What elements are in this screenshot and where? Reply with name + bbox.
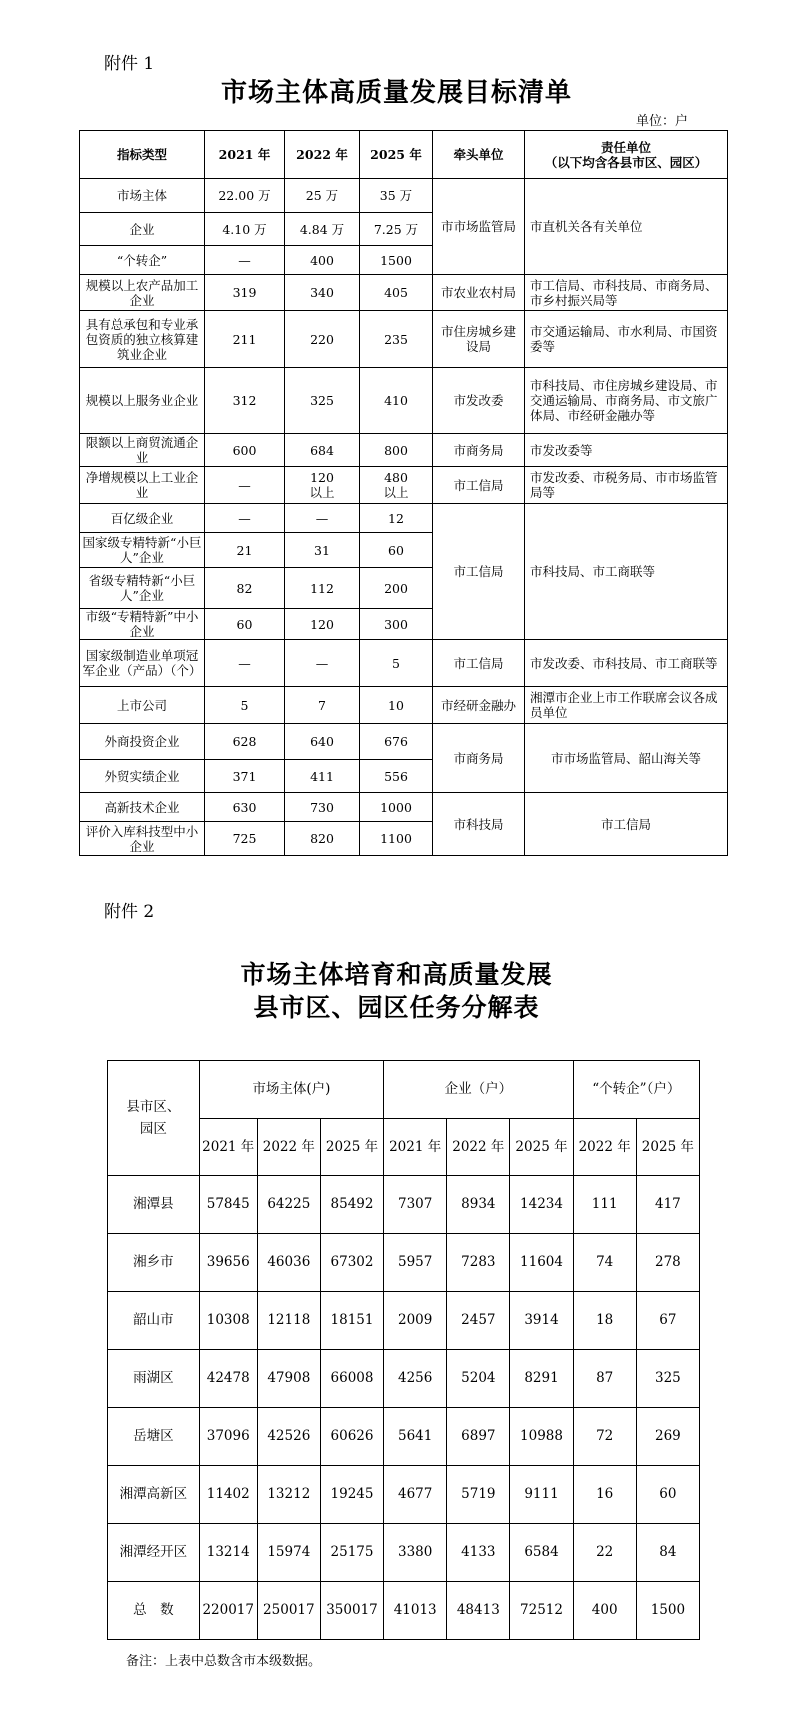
enterprise-2021: 5957 [384, 1234, 447, 1292]
market-2025: 67302 [320, 1234, 383, 1292]
lead-unit-cell: 市市场监管局 [433, 179, 525, 275]
resp-unit-cell: 湘潭市企业上市工作联席会议各成员单位 [525, 687, 728, 724]
type-cell: 外商投资企业 [80, 724, 205, 760]
value-2022: 325 [285, 368, 360, 434]
type-cell: 国家级制造业单项冠军企业（产品）（个） [80, 640, 205, 687]
col-header-resp-unit: 责任单位 （以下均含各县市区、园区） [525, 131, 728, 179]
col-header-2021: 2021 年 [205, 131, 285, 179]
type-cell: 净增规模以上工业企业 [80, 467, 205, 504]
annex2-title-line2: 县市区、园区任务分解表 [253, 993, 540, 1022]
enterprise-2022: 4133 [447, 1524, 510, 1582]
value-2025: 5 [360, 640, 433, 687]
value-2021: — [205, 467, 285, 504]
type-cell: 市级“专精特新”中小企业 [80, 609, 205, 640]
col-header-market-2022: 2022 年 [257, 1119, 320, 1176]
value-2021: 82 [205, 568, 285, 609]
table-row [80, 724, 728, 760]
market-2022: 12118 [257, 1292, 320, 1350]
value-2025: 12 [360, 504, 433, 533]
annex1-unit: 单位：户 [636, 114, 689, 129]
market-2025: 19245 [320, 1466, 383, 1524]
col-header-region: 县市区、 园区 [108, 1061, 200, 1176]
value-2025: 1100 [360, 822, 433, 856]
value-2021: — [205, 246, 285, 275]
annex2-title-line1: 市场主体培育和高质量发展 [240, 960, 553, 989]
gzq-2025: 67 [636, 1292, 699, 1350]
enterprise-2025: 3914 [510, 1292, 573, 1350]
value-2021: 60 [205, 609, 285, 640]
gzq-2022: 400 [573, 1582, 636, 1640]
resp-unit-cell: 市交通运输局、市水利局、市国资委等 [525, 311, 728, 368]
table-note: 备注：上表中总数含市本级数据。 [126, 1654, 322, 1669]
value-2025: 7.25 万 [360, 213, 433, 246]
value-2022: — [285, 640, 360, 687]
market-2022: 64225 [257, 1176, 320, 1234]
lead-unit-cell: 市工信局 [433, 640, 525, 687]
market-2025: 25175 [320, 1524, 383, 1582]
table-header-row [108, 1061, 700, 1119]
market-2025: 18151 [320, 1292, 383, 1350]
table-row [80, 640, 728, 687]
resp-unit-cell: 市科技局、市住房城乡建设局、市交通运输局、市商务局、市文旅广体局、市经研金融办等 [525, 368, 728, 434]
resp-unit-cell: 市发改委等 [525, 434, 728, 467]
value-2022: 7 [285, 687, 360, 724]
col-header-lead-unit: 牵头单位 [433, 131, 525, 179]
market-2022: 42526 [257, 1408, 320, 1466]
market-2022: 250017 [257, 1582, 320, 1640]
table-row [80, 467, 728, 504]
table-row [80, 179, 728, 213]
enterprise-2021: 4256 [384, 1350, 447, 1408]
gzq-2025: 325 [636, 1350, 699, 1408]
market-2021: 13214 [199, 1524, 257, 1582]
table-row [80, 793, 728, 822]
annex2-label: 附件 2 [104, 902, 155, 922]
enterprise-2022: 8934 [447, 1176, 510, 1234]
value-2025: 405 [360, 275, 433, 311]
table-row [80, 311, 728, 368]
type-cell: 评价入库科技型中小企业 [80, 822, 205, 856]
enterprise-2021: 4677 [384, 1466, 447, 1524]
resp-unit-cell: 市直机关各有关单位 [525, 179, 728, 275]
target-list-table [79, 130, 728, 856]
table-row [108, 1408, 700, 1466]
lead-unit-cell: 市科技局 [433, 793, 525, 856]
value-2021: 600 [205, 434, 285, 467]
region-cell: 湘潭高新区 [108, 1466, 200, 1524]
value-2025: 410 [360, 368, 433, 434]
region-cell: 湘乡市 [108, 1234, 200, 1292]
value-2025: 556 [360, 760, 433, 793]
region-cell: 湘潭经开区 [108, 1524, 200, 1582]
value-2022: 120 以上 [285, 467, 360, 504]
annex1-title: 市场主体高质量发展目标清单 [220, 78, 572, 108]
value-2022: 820 [285, 822, 360, 856]
gzq-2022: 16 [573, 1466, 636, 1524]
enterprise-2025: 8291 [510, 1350, 573, 1408]
enterprise-2025: 9111 [510, 1466, 573, 1524]
gzq-2022: 22 [573, 1524, 636, 1582]
enterprise-2021: 41013 [384, 1582, 447, 1640]
table-row [108, 1524, 700, 1582]
type-cell: 高新技术企业 [80, 793, 205, 822]
table-row [108, 1292, 700, 1350]
value-2021: 5 [205, 687, 285, 724]
market-2021: 57845 [199, 1176, 257, 1234]
region-cell: 韶山市 [108, 1292, 200, 1350]
value-2022: 4.84 万 [285, 213, 360, 246]
col-header-gzq-2022: 2022 年 [573, 1119, 636, 1176]
market-2022: 15974 [257, 1524, 320, 1582]
market-2021: 220017 [199, 1582, 257, 1640]
resp-unit-cell: 市科技局、市工商联等 [525, 504, 728, 640]
table-row [80, 504, 728, 533]
value-2022: 640 [285, 724, 360, 760]
region-cell: 岳塘区 [108, 1408, 200, 1466]
table-row [80, 368, 728, 434]
table-row [108, 1234, 700, 1292]
market-2021: 39656 [199, 1234, 257, 1292]
value-2022: 411 [285, 760, 360, 793]
gzq-2025: 278 [636, 1234, 699, 1292]
gzq-2022: 18 [573, 1292, 636, 1350]
value-2025: 300 [360, 609, 433, 640]
value-2025: 10 [360, 687, 433, 724]
value-2021: 4.10 万 [205, 213, 285, 246]
type-cell: 企业 [80, 213, 205, 246]
market-2025: 350017 [320, 1582, 383, 1640]
gzq-2022: 72 [573, 1408, 636, 1466]
col-header-2025: 2025 年 [360, 131, 433, 179]
type-cell: 上市公司 [80, 687, 205, 724]
value-2022: 340 [285, 275, 360, 311]
col-header-type: 指标类型 [80, 131, 205, 179]
table-row [108, 1466, 700, 1524]
market-2025: 85492 [320, 1176, 383, 1234]
enterprise-2025: 14234 [510, 1176, 573, 1234]
value-2021: 725 [205, 822, 285, 856]
col-header-market-2021: 2021 年 [199, 1119, 257, 1176]
enterprise-2022: 48413 [447, 1582, 510, 1640]
gzq-2025: 417 [636, 1176, 699, 1234]
group-header-market: 市场主体(户) [199, 1061, 383, 1119]
gzq-2025: 269 [636, 1408, 699, 1466]
gzq-2025: 60 [636, 1466, 699, 1524]
lead-unit-cell: 市经研金融办 [433, 687, 525, 724]
type-cell: 国家级专精特新“小巨人”企业 [80, 533, 205, 568]
lead-unit-cell: 市住房城乡建设局 [433, 311, 525, 368]
value-2025: 676 [360, 724, 433, 760]
region-cell: 雨湖区 [108, 1350, 200, 1408]
type-cell: 具有总承包和专业承包资质的独立核算建筑业企业 [80, 311, 205, 368]
lead-unit-cell: 市农业农村局 [433, 275, 525, 311]
resp-unit-cell: 市市场监管局、韶山海关等 [525, 724, 728, 793]
market-2021: 37096 [199, 1408, 257, 1466]
gzq-2025: 84 [636, 1524, 699, 1582]
region-cell: 湘潭县 [108, 1176, 200, 1234]
value-2021: 312 [205, 368, 285, 434]
enterprise-2022: 5204 [447, 1350, 510, 1408]
market-2022: 47908 [257, 1350, 320, 1408]
resp-unit-cell: 市工信局、市科技局、市商务局、市乡村振兴局等 [525, 275, 728, 311]
col-header-market-2025: 2025 年 [320, 1119, 383, 1176]
value-2025: 60 [360, 533, 433, 568]
enterprise-2022: 6897 [447, 1408, 510, 1466]
market-2022: 46036 [257, 1234, 320, 1292]
table-row-total [108, 1582, 700, 1640]
type-cell: 外贸实绩企业 [80, 760, 205, 793]
value-2025: 235 [360, 311, 433, 368]
col-header-gzq-2025: 2025 年 [636, 1119, 699, 1176]
lead-unit-cell: 市发改委 [433, 368, 525, 434]
table-row [108, 1350, 700, 1408]
value-2022: 120 [285, 609, 360, 640]
value-2021: 371 [205, 760, 285, 793]
gzq-2022: 87 [573, 1350, 636, 1408]
enterprise-2022: 5719 [447, 1466, 510, 1524]
gzq-2022: 111 [573, 1176, 636, 1234]
type-cell: 百亿级企业 [80, 504, 205, 533]
enterprise-2025: 11604 [510, 1234, 573, 1292]
table-header-row [80, 131, 728, 179]
type-cell: 省级专精特新“小巨人”企业 [80, 568, 205, 609]
enterprise-2025: 10988 [510, 1408, 573, 1466]
type-cell: 市场主体 [80, 179, 205, 213]
value-2021: — [205, 504, 285, 533]
value-2025: 1500 [360, 246, 433, 275]
enterprise-2022: 2457 [447, 1292, 510, 1350]
enterprise-2021: 2009 [384, 1292, 447, 1350]
value-2022: 220 [285, 311, 360, 368]
value-2021: 628 [205, 724, 285, 760]
col-header-enterprise-2025: 2025 年 [510, 1119, 573, 1176]
value-2025: 1000 [360, 793, 433, 822]
type-cell: 限额以上商贸流通企业 [80, 434, 205, 467]
type-cell: “个转企” [80, 246, 205, 275]
lead-unit-cell: 市工信局 [433, 467, 525, 504]
market-2021: 11402 [199, 1466, 257, 1524]
col-header-2022: 2022 年 [285, 131, 360, 179]
value-2025: 200 [360, 568, 433, 609]
value-2022: 25 万 [285, 179, 360, 213]
market-2021: 42478 [199, 1350, 257, 1408]
value-2021: 21 [205, 533, 285, 568]
resp-unit-cell: 市发改委、市税务局、市市场监管局等 [525, 467, 728, 504]
resp-unit-cell: 市工信局 [525, 793, 728, 856]
group-header-gzq: “个转企”（户） [573, 1061, 699, 1119]
task-breakdown-table [107, 1060, 700, 1640]
enterprise-2022: 7283 [447, 1234, 510, 1292]
value-2022: 400 [285, 246, 360, 275]
market-2022: 13212 [257, 1466, 320, 1524]
table-row [80, 275, 728, 311]
table-row [108, 1176, 700, 1234]
lead-unit-cell: 市商务局 [433, 724, 525, 793]
value-2021: 319 [205, 275, 285, 311]
col-header-enterprise-2021: 2021 年 [384, 1119, 447, 1176]
group-header-enterprise: 企业（户） [384, 1061, 574, 1119]
value-2021: 22.00 万 [205, 179, 285, 213]
type-cell: 规模以上服务业企业 [80, 368, 205, 434]
market-2025: 66008 [320, 1350, 383, 1408]
value-2022: 730 [285, 793, 360, 822]
value-2022: 31 [285, 533, 360, 568]
lead-unit-cell: 市工信局 [433, 504, 525, 640]
market-2025: 60626 [320, 1408, 383, 1466]
table-row [80, 687, 728, 724]
enterprise-2021: 3380 [384, 1524, 447, 1582]
value-2025: 35 万 [360, 179, 433, 213]
market-2021: 10308 [199, 1292, 257, 1350]
annex1-label: 附件 1 [104, 54, 155, 74]
value-2025: 480 以上 [360, 467, 433, 504]
resp-unit-cell: 市发改委、市科技局、市工商联等 [525, 640, 728, 687]
value-2022: 684 [285, 434, 360, 467]
type-cell: 规模以上农产品加工企业 [80, 275, 205, 311]
enterprise-2021: 7307 [384, 1176, 447, 1234]
enterprise-2025: 72512 [510, 1582, 573, 1640]
enterprise-2025: 6584 [510, 1524, 573, 1582]
value-2021: 630 [205, 793, 285, 822]
value-2021: — [205, 640, 285, 687]
gzq-2025: 1500 [636, 1582, 699, 1640]
col-header-enterprise-2022: 2022 年 [447, 1119, 510, 1176]
value-2022: 112 [285, 568, 360, 609]
enterprise-2021: 5641 [384, 1408, 447, 1466]
gzq-2022: 74 [573, 1234, 636, 1292]
value-2025: 800 [360, 434, 433, 467]
table-row [80, 434, 728, 467]
region-cell: 总 数 [108, 1582, 200, 1640]
lead-unit-cell: 市商务局 [433, 434, 525, 467]
value-2021: 211 [205, 311, 285, 368]
value-2022: — [285, 504, 360, 533]
